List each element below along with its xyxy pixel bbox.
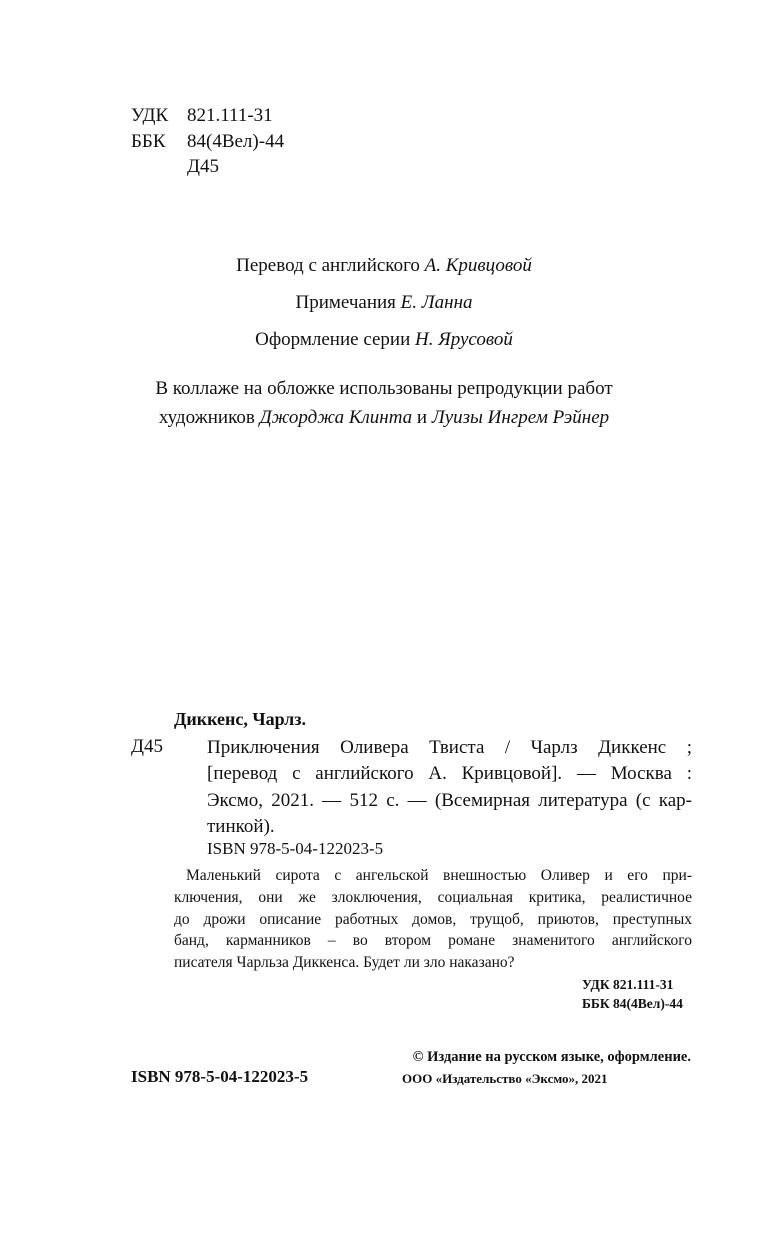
footer-isbn: ISBN 978-5-04-122023-5 [131,1067,309,1086]
bibliographic-author: Диккенс, Чарлз. [174,709,307,729]
design-credit [0,329,768,351]
annotation-line: Маленький сирота с ангельской внешностью Оливер и его при- [186,867,692,884]
bibliographic-isbn: ISBN 978-5-04-122023-5 [207,839,384,858]
bottom-bbk: ББК 84(4Вел)-44 [582,996,683,1011]
artist-2: Луизы Ингрем Рэйнер [431,407,610,428]
bibliographic-sign: Д45 [131,736,163,757]
translator-name: А. Кривцовой [424,255,532,276]
description-line: [перевод с английского А. Кривцовой]. — Москва : [207,763,692,785]
annotation-line: ключения, они же злоключения, социальная критика, реалистичное [174,888,692,906]
cover-collage-note [0,374,768,432]
annotation-line: банд, карманников – во втором романе знаменитого английского [174,932,692,950]
bottom-classification-codes [582,975,683,1013]
copyright-line-2: ООО «Издательство «Эксмо», 2021 [402,1071,608,1086]
translation-prefix: Перевод с английского [236,255,420,276]
classification-codes [131,103,284,180]
copyright-line-1: © Издание на русском языке, оформление. [412,1049,691,1065]
annotation-line: до дрожи описание работных домов, трущоб, приютов, преступных [174,910,692,928]
collage-line-2 [0,403,768,432]
bbk-value: 84(4Вел)-44 [187,130,285,152]
bottom-udk: УДК 821.111-31 [582,977,674,992]
design-prefix: Оформление серии [255,329,411,350]
annotation [174,865,692,974]
description-line: Эксмо, 2021. — 512 с. — (Всемирная литература (с кар- [207,789,692,811]
designer-name: Н. Ярусовой [415,329,513,350]
author-sign: Д45 [187,156,219,177]
udk-value: 821.111-31 [187,105,273,126]
description-line: тинкой). [207,815,275,837]
collage-conj: и [416,407,428,428]
annotation-line: писателя Чарльза Диккенса. Будет ли зло наказано? [174,954,515,972]
description-line: Приключения Оливера Твиста / Чарлз Диккенс ; [207,737,692,758]
bbk-label: ББК [131,130,166,152]
notes-credit [0,292,768,314]
translation-credit [0,255,768,277]
author-sign-row [131,154,284,180]
artist-1: Джорджа Клинта [259,407,413,428]
notes-author: Е. Ланна [400,292,473,313]
udk-row [131,103,284,129]
bbk-row [131,129,284,155]
notes-prefix: Примечания [295,292,396,313]
collage-line-1: В коллаже на обложке использованы репродукции работ [155,378,613,399]
bibliographic-description [207,735,692,840]
udk-label: УДК [131,105,169,126]
collage-prefix: художников [158,407,255,428]
